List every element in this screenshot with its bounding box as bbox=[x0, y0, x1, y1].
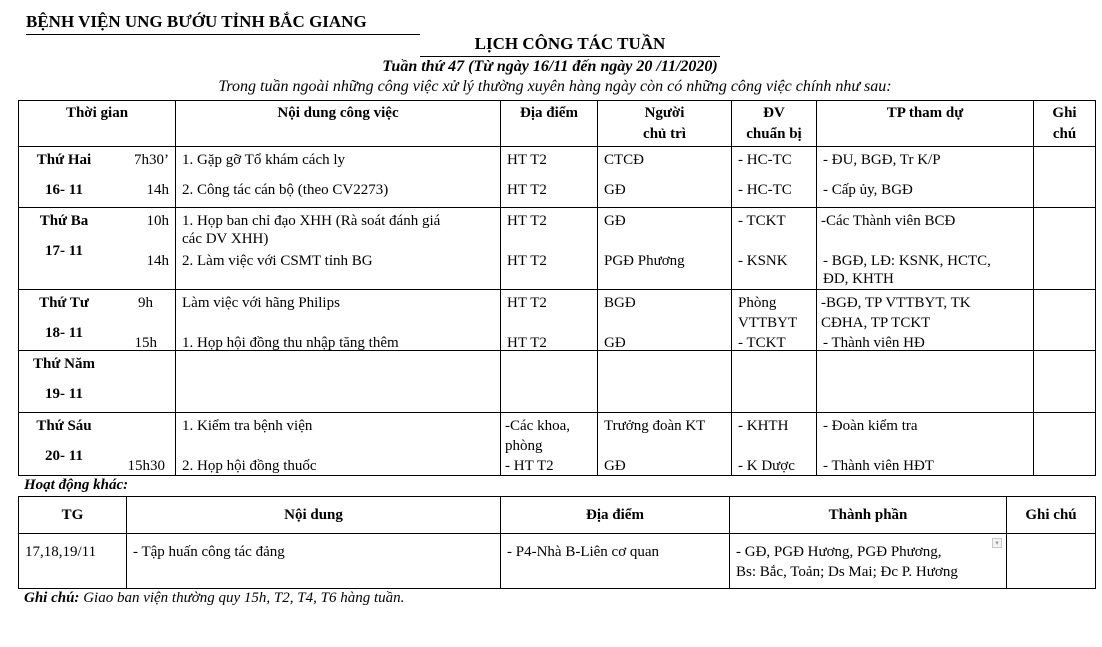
page-title: LỊCH CÔNG TÁC TUẦN bbox=[474, 34, 666, 53]
header-note: Ghi chú bbox=[1034, 101, 1096, 147]
attendees-line: ĐD, KHTH bbox=[823, 271, 894, 287]
content-cell bbox=[176, 208, 500, 289]
time-cell bbox=[19, 290, 175, 350]
host-line: PGĐ Phương bbox=[604, 253, 685, 269]
day-date: 17- 11 bbox=[45, 243, 83, 259]
time-cell bbox=[19, 147, 175, 207]
other-header-note: Ghi chú bbox=[1007, 497, 1096, 534]
day-row-thursday bbox=[19, 351, 1096, 413]
other-place-cell bbox=[501, 534, 729, 588]
other-row bbox=[19, 534, 1096, 589]
time-slot: 10h bbox=[146, 213, 169, 229]
prep-line: - K Dược bbox=[738, 458, 795, 474]
prep-line: - TCKT bbox=[738, 335, 786, 351]
note-cell bbox=[1034, 147, 1096, 208]
day-row-tuesday bbox=[19, 208, 1096, 290]
host-line: GĐ bbox=[604, 213, 626, 229]
footer-note-text: Giao ban viện thường quy 15h, T2, T4, T6 hàng tuần. bbox=[79, 590, 405, 606]
prep-cell bbox=[732, 351, 817, 413]
place-line: phòng bbox=[505, 438, 543, 454]
place-cell bbox=[501, 208, 597, 289]
place-line: HT T2 bbox=[507, 213, 547, 229]
attendees-line: - Thành viên HĐT bbox=[823, 458, 934, 474]
header-prep: ĐV chuẩn bị bbox=[732, 101, 817, 147]
content-line: các DV XHH) bbox=[182, 231, 269, 247]
other-content-cell bbox=[127, 534, 500, 588]
prep-line: - HC-TC bbox=[738, 182, 792, 198]
hospital-name: BỆNH VIỆN UNG BƯỚU TỈNH BẮC GIANG bbox=[26, 12, 367, 31]
day-date: 18- 11 bbox=[45, 325, 83, 341]
other-activities-label: Hoạt động khác: bbox=[24, 477, 129, 493]
prep-cell bbox=[732, 290, 816, 350]
host-line: Trưởng đoàn KT bbox=[604, 418, 706, 434]
note-cell bbox=[1034, 413, 1096, 476]
host-line: GĐ bbox=[604, 335, 626, 351]
time-cell bbox=[19, 351, 175, 412]
day-date: 16- 11 bbox=[45, 182, 83, 198]
other-header-tg: TG bbox=[19, 497, 127, 534]
hospital-underline bbox=[26, 34, 420, 35]
header-time: Thời gian bbox=[19, 101, 176, 147]
attendees-cell bbox=[817, 290, 1033, 350]
attendees-line: - Thành viên HĐ bbox=[823, 335, 925, 351]
attendees-line: -Các Thành viên BCĐ bbox=[821, 213, 956, 229]
other-tg-cell bbox=[19, 534, 126, 588]
other-content: - Tập huấn công tác đảng bbox=[133, 544, 285, 560]
prep-line: VTTBYT bbox=[738, 315, 798, 331]
attendees-cell bbox=[817, 413, 1033, 475]
time-cell bbox=[19, 413, 175, 475]
day-row-monday bbox=[19, 147, 1096, 208]
attendees-cell bbox=[817, 351, 1034, 413]
title-underline bbox=[420, 56, 720, 57]
time-slot: 14h bbox=[146, 182, 169, 198]
attendees-line: - Cấp ủy, BGĐ bbox=[823, 182, 913, 198]
day-date: 19- 11 bbox=[45, 386, 83, 402]
place-cell bbox=[501, 290, 597, 350]
day-row-wednesday bbox=[19, 290, 1096, 351]
host-line: CTCĐ bbox=[604, 152, 645, 168]
other-members-line: Bs: Bắc, Toản; Ds Mai; Đc P. Hương bbox=[736, 564, 958, 580]
content-line: 1. Họp ban chỉ đạo XHH (Rà soát đánh giá bbox=[182, 213, 441, 229]
content-cell bbox=[176, 413, 500, 475]
content-line: 1. Họp hội đồng thu nhập tăng thêm bbox=[182, 335, 399, 351]
time-cell bbox=[19, 208, 175, 289]
time-slot: 7h30’ bbox=[134, 152, 169, 168]
prep-cell bbox=[732, 413, 816, 475]
time-slot: 15h30 bbox=[127, 458, 165, 474]
day-date: 20- 11 bbox=[45, 448, 83, 464]
attendees-cell bbox=[817, 208, 1033, 289]
content-line: 1. Gặp gỡ Tổ khám cách ly bbox=[182, 152, 346, 168]
prep-line: - KSNK bbox=[738, 253, 788, 269]
host-line: BGĐ bbox=[604, 295, 636, 311]
day-name: Thứ Hai bbox=[36, 152, 92, 168]
content-cell bbox=[176, 147, 500, 207]
content-line: 2. Công tác cán bộ (theo CV2273) bbox=[182, 182, 389, 198]
note-cell bbox=[1034, 351, 1096, 413]
place-cell bbox=[501, 147, 597, 207]
note-cell bbox=[1034, 208, 1096, 290]
other-header-place: Địa điểm bbox=[501, 497, 730, 534]
content-cell bbox=[176, 351, 501, 413]
attendees-line: CĐHA, TP TCKT bbox=[821, 315, 931, 331]
footer-note bbox=[24, 590, 404, 607]
other-tg: 17,18,19/11 bbox=[25, 544, 97, 560]
title-block bbox=[420, 34, 720, 54]
header-host: Người chủ trì bbox=[598, 101, 732, 147]
schedule-header-row bbox=[19, 101, 1096, 147]
other-members-line: - GĐ, PGĐ Hương, PGĐ Phương, bbox=[736, 544, 942, 560]
prep-cell bbox=[732, 208, 816, 289]
prep-cell bbox=[732, 147, 816, 207]
content-line: 2. Họp hội đồng thuốc bbox=[182, 458, 317, 474]
host-line: GĐ bbox=[604, 458, 626, 474]
footer-note-label: Ghi chú: bbox=[24, 590, 80, 606]
day-name: Thứ Tư bbox=[39, 295, 89, 311]
place-cell bbox=[501, 351, 598, 413]
other-members-cell bbox=[730, 534, 1006, 588]
host-cell bbox=[598, 413, 731, 475]
host-cell bbox=[598, 147, 731, 207]
other-activities-table bbox=[18, 496, 1096, 589]
place-line: - HT T2 bbox=[505, 458, 554, 474]
place-line: HT T2 bbox=[507, 253, 547, 269]
content-cell bbox=[176, 290, 500, 350]
host-cell bbox=[598, 351, 732, 413]
day-name: Thứ Sáu bbox=[36, 418, 92, 434]
attendees-line: - BGĐ, LĐ: KSNK, HCTC, bbox=[823, 253, 991, 269]
time-slot: 9h bbox=[138, 295, 153, 311]
schedule-table bbox=[18, 100, 1096, 476]
intro-text: Trong tuần ngoài những công việc xử lý thường xuyên hàng ngày còn có những công việc chính như sau: bbox=[218, 78, 892, 95]
prep-line: - TCKT bbox=[738, 213, 786, 229]
time-slot: 15h bbox=[134, 335, 157, 351]
other-note-cell bbox=[1007, 534, 1096, 589]
place-line: HT T2 bbox=[507, 335, 547, 351]
place-line: HT T2 bbox=[507, 152, 547, 168]
prep-line: Phòng bbox=[738, 295, 777, 311]
header-attendees: TP tham dự bbox=[817, 101, 1034, 147]
attendees-line: - Đoàn kiểm tra bbox=[823, 418, 918, 434]
content-line: Làm việc với hãng Philips bbox=[182, 295, 340, 311]
week-subtitle: Tuần thứ 47 (Từ ngày 16/11 đến ngày 20 /11/2020) bbox=[382, 58, 718, 75]
place-cell bbox=[501, 413, 597, 475]
other-header-row bbox=[19, 497, 1096, 534]
prep-line: - KHTH bbox=[738, 418, 789, 434]
header-content: Nội dung công việc bbox=[176, 101, 501, 147]
place-line: HT T2 bbox=[507, 295, 547, 311]
content-line: 1. Kiểm tra bệnh viện bbox=[182, 418, 313, 434]
host-cell bbox=[598, 290, 731, 350]
dropdown-arrow-icon[interactable]: ▾ bbox=[992, 538, 1002, 548]
time-slot: 14h bbox=[146, 253, 169, 269]
place-line: HT T2 bbox=[507, 182, 547, 198]
content-line: 2. Làm việc với CSMT tỉnh BG bbox=[182, 253, 373, 269]
host-line: GĐ bbox=[604, 182, 626, 198]
prep-line: - HC-TC bbox=[738, 152, 792, 168]
other-header-content: Nội dung bbox=[127, 497, 501, 534]
note-cell bbox=[1034, 290, 1096, 351]
other-place: - P4-Nhà B-Liên cơ quan bbox=[507, 544, 660, 560]
place-line: -Các khoa, bbox=[505, 418, 570, 434]
header-place: Địa điểm bbox=[501, 101, 598, 147]
day-row-friday bbox=[19, 413, 1096, 476]
attendees-line: -BGĐ, TP VTTBYT, TK bbox=[821, 295, 971, 311]
attendees-cell bbox=[817, 147, 1033, 207]
other-header-members: Thành phần bbox=[730, 497, 1007, 534]
host-cell bbox=[598, 208, 731, 289]
attendees-line: - ĐU, BGĐ, Tr K/P bbox=[823, 152, 941, 168]
day-name: Thứ Ba bbox=[39, 213, 89, 229]
day-name: Thứ Năm bbox=[33, 356, 95, 372]
